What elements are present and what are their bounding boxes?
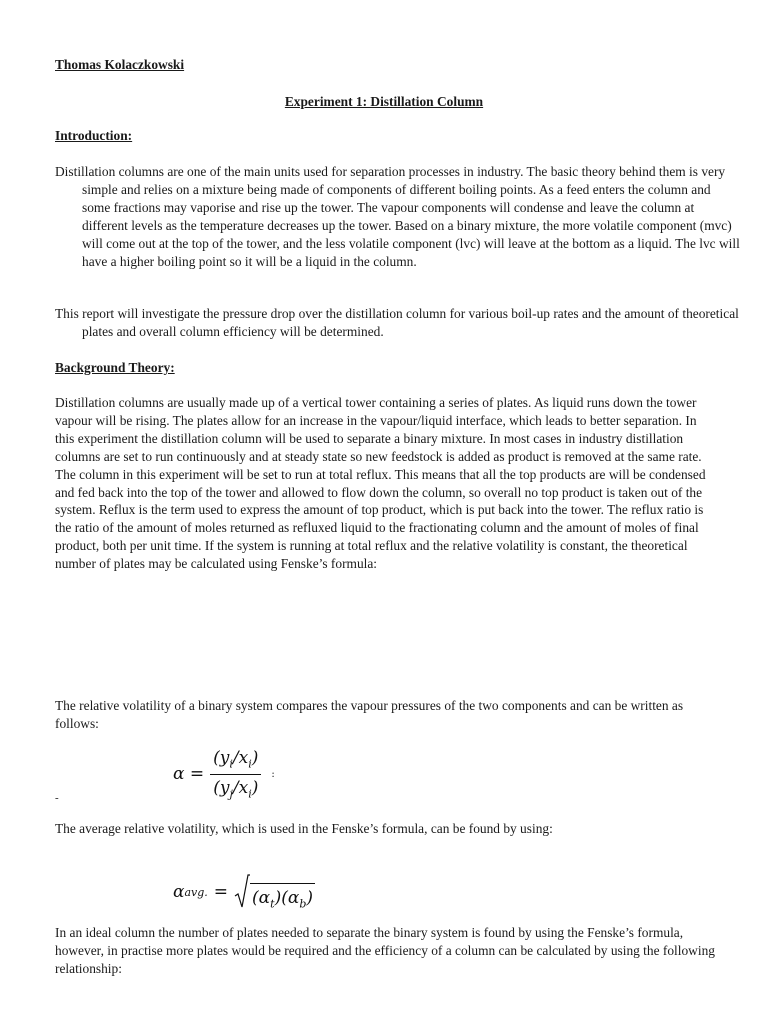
avg-subscript: avg. xyxy=(184,885,208,899)
avg-alpha: α xyxy=(173,882,185,902)
relative-volatility-equation xyxy=(173,746,275,802)
alpha-lhs: α = xyxy=(173,764,205,784)
average-volatility-equation xyxy=(173,872,315,912)
fraction-denominator: $(y_j/x_i)$ xyxy=(213,777,259,800)
background-heading: Background Theory: xyxy=(55,360,175,375)
fraction-numerator: $(y_i/x_i)$ xyxy=(210,748,261,774)
average-volatility-paragraph: The average relative volatility, which is used in the Fenske’s formula, can be found by using: xyxy=(55,821,553,836)
volatility-paragraph: The relative volatility of a binary system compares the vapour pressures of the two components and can be written as follows: xyxy=(55,698,684,731)
intro-paragraph-2: This report will investigate the pressure drop over the distillation column for various boil-up rates and the amount of theoretical plates and overall column efficiency will be determined. xyxy=(55,306,739,339)
document-title: Experiment 1: Distillation Column xyxy=(284,94,484,109)
author-name: Thomas Kolaczkowski xyxy=(55,57,185,72)
ideal-column-paragraph: In an ideal column the number of plates needed to separate the binary system is found by using the Fenske’s formula, however, in practise more plates would be required and the efficiency of a column can be calculated by using the following relationship: xyxy=(55,925,715,976)
avg-equals: = xyxy=(213,882,229,902)
stray-dash-mark: - xyxy=(55,792,59,804)
background-paragraph: Distillation columns are usually made up of a vertical tower containing a series of plates. As liquid runs down the tower vapour will be rising. The plates allow for an increase in the vapour/liquid interface, which leads to better separation. In this experiment the distillation column will be used to separate a binary mixture. In most cases in industry distillation columns are set to run continuously and at steady state so new feedstock is added as product is removed at the same rate. The column in this experiment will be set to run at total reflux. This means that all the top products are will be condensed and fed back into the top of the tower and allowed to flow down the column, so overall no top product is taken out of the system. Reflux is the term used to express the amount of top product, which is put back into the tower. The reflux ratio is the ratio of the amount of moles returned as refluxed liquid to the fractionating column and the amount of moles of final product, both per unit time. If the system is running at total reflux and the relative volatility is constant, the theoretical number of plates may be calculated using Fenske’s formula: xyxy=(55,395,706,572)
intro-paragraph-1: Distillation columns are one of the main units used for separation processes in industry. The basic theory behind them is very simple and relies on a mixture being made of components of different boiling points. As a feed enters the column and some fractions may vaporise and rise up the tower. The vapour components will condense and leave the column at different levels as the temperature decreases up the tower. Based on a binary mixture, the more volatile component (mvc) will come out at the top of the tower, and the less volatile component (lvc) will leave at the bottom as a liquid. The lvc will have a higher boiling point so it will be a liquid in the column. xyxy=(55,164,740,269)
radicand: $(\alpha_t)(\alpha_b)$ xyxy=(250,883,315,910)
volatility-fraction xyxy=(210,748,261,800)
introduction-heading: Introduction: xyxy=(55,128,133,143)
square-root xyxy=(234,874,315,910)
equation-trailing-colon: : xyxy=(271,768,275,780)
radical-sign-icon xyxy=(234,874,250,910)
